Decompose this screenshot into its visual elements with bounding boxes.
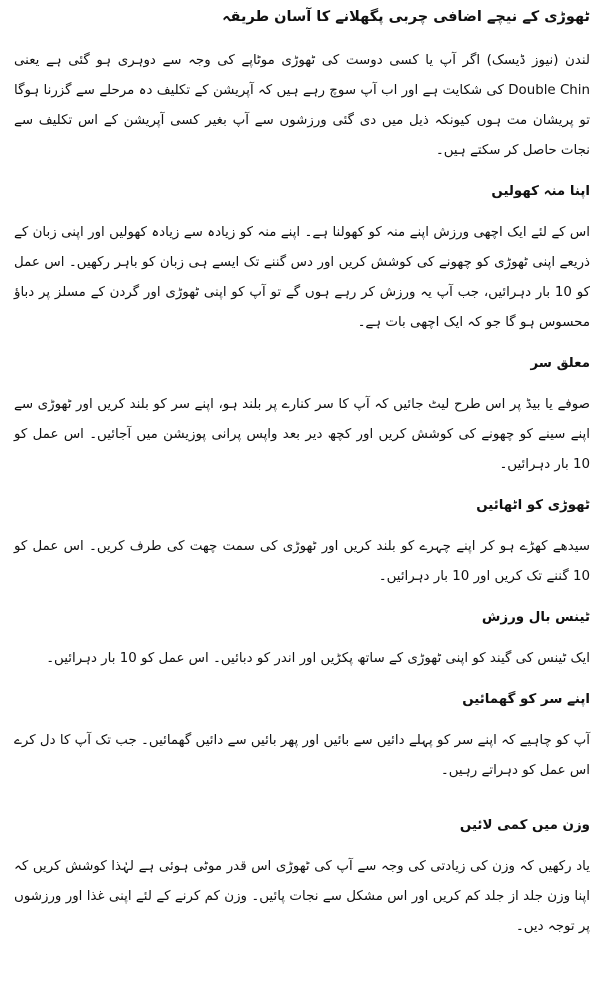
section-heading-hanging-head: معلق سر	[530, 356, 590, 371]
spacer	[14, 800, 590, 814]
section-text-hanging-head: صوفے یا بیڈ پر اس طرح لیٹ جائیں کہ آپ کا سر کنارے پر بلند ہو، اپنے سر کو بلند کریں اور ٹھوڑی سے اپنے سینے کو چھونے کی کوشش کریں اور کچھ دیر بعد واپس پرانی پوزیشن میں آجائیں۔ اس عمل کو 10 بار دہرائیں۔	[14, 397, 590, 472]
section-text-raise-chin: سیدھے کھڑے ہو کر اپنے چہرے کو بلند کریں اور ٹھوڑی کی سمت چھت کی طرف کریں۔ اس عمل کو 10 گننے تک کریں اور 10 بار دہرائیں۔	[14, 539, 590, 584]
section-heading-raise-chin: ٹھوڑی کو اٹھائیں	[476, 498, 590, 513]
section-text-tennis-ball: ایک ٹینس کی گیند کو اپنی ٹھوڑی کے ساتھ پکڑیں اور اندر کو دبائیں۔ اس عمل کو 10 بار دہرائیں۔	[46, 651, 590, 666]
section-text-rotate-head: آپ کو چاہیے کہ اپنے سر کو پہلے دائیں سے بائیں اور پھر بائیں سے دائیں گھمائیں۔ جب تک آپ کا دل کرے اس عمل کو دہراتے رہیں۔	[14, 733, 590, 778]
section-heading-tennis-ball: ٹینس بال ورزش	[481, 610, 590, 625]
section-heading-lose-weight: وزن میں کمی لائیں	[459, 818, 590, 833]
section-text-lose-weight: یاد رکھیں کہ وزن کی زیادتی کی وجہ سے آپ کی ٹھوڑی اس قدر موٹی ہوئی ہے لہٰذا کوشش کریں کہ اپنا وزن جلد از جلد کم کریں اور اس مشکل سے نجات پائیں۔ وزن کم کرنے کے لئے اپنی غذا اور ورزشوں پر توجہ دیں۔	[14, 859, 590, 934]
section-text-open-mouth: اس کے لئے ایک اچھی ورزش اپنے منہ کو کھولنا ہے۔ اپنے منہ کو زیادہ سے زیادہ کھولیں اور اپنی زبان کے ذریعے اپنی ٹھوڑی کو چھونے کی کوشش کریں اور دس گننے تک ایسے ہی زبان کو باہر رکھیں۔ اس عمل کو 10 بار دہرائیں، جب آپ یہ ورزش کر رہے ہوں گے تو آپ کو اپنی ٹھوڑی اور گردن کے مسلز پر دباؤ محسوس ہو گا جو کہ ایک اچھی بات ہے۔	[14, 225, 590, 330]
article-title: ٹھوڑی کے نیچے اضافی چربی پگھلانے کا آسان طریقہ	[222, 9, 590, 25]
section-heading-open-mouth: اپنا منہ کھولیں	[491, 184, 590, 199]
intro-paragraph: لندن (نیوز ڈیسک) اگر آپ یا کسی دوست کی ٹھوڑی موٹاپے کی وجہ سے دوہری ہو گئی ہے یعنی Double Chin کی شکایت ہے اور اب آپ سوچ رہے ہیں کہ آپریشن کے تکلیف دہ مرحلے سے گزرنا ہوگا تو پریشان مت ہوں کیونکہ ذیل میں دی گئی ورزشوں سے آپ بغیر کسی آپریشن کے اس تکلیف سے نجات حاصل کر سکتے ہیں۔	[14, 53, 591, 158]
section-heading-rotate-head: اپنے سر کو گھمائیں	[462, 692, 590, 707]
